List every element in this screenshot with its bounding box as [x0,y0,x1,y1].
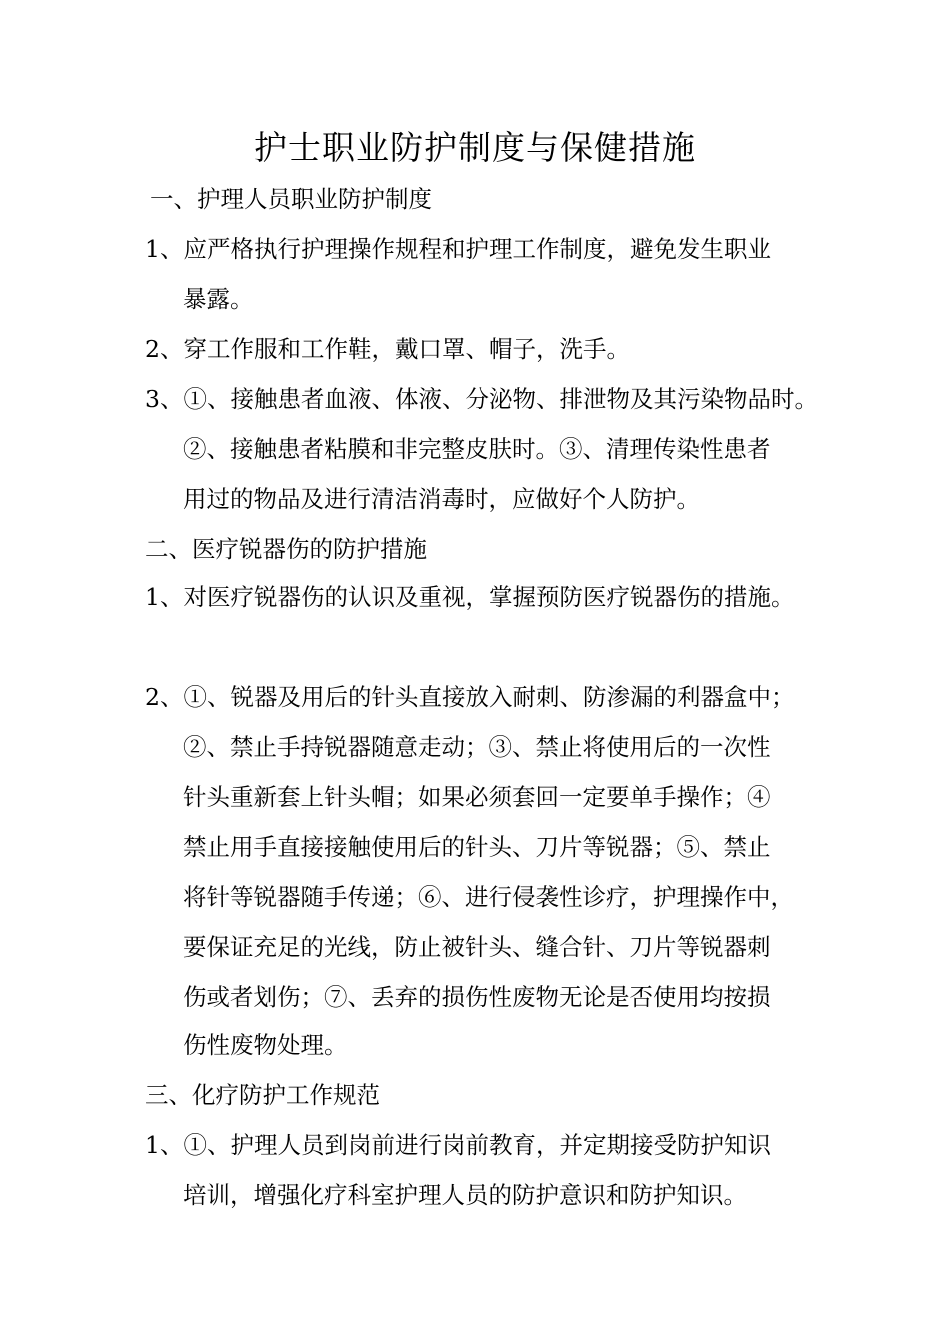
document-title: 护士职业防护制度与保健措施 [254,128,696,167]
paragraph-line: ②、禁止手持锐器随意走动；③、禁止将使用后的一次性 [183,733,771,761]
paragraph-line: 伤或者划伤；⑦、丢弃的损伤性废物无论是否使用均按损 [183,983,771,1011]
paragraph-line: 将针等锐器随手传递；⑥、进行侵袭性诊疗，护理操作中， [183,883,794,911]
paragraph-line: 2、穿工作服和工作鞋，戴口罩、帽子，洗手。 [145,335,630,363]
paragraph-line: ②、接触患者粘膜和非完整皮肤时。③、清理传染性患者 [183,435,771,463]
paragraph-line: 1、①、护理人员到岗前进行岗前教育，并定期接受防护知识 [145,1131,771,1159]
section-heading-3: 三、化疗防护工作规范 [145,1081,380,1109]
paragraph-line: 培训，增强化疗科室护理人员的防护意识和防护知识。 [183,1181,747,1209]
paragraph-line: 用过的物品及进行清洁消毒时，应做好个人防护。 [183,485,700,513]
paragraph-line: 要保证充足的光线，防止被针头、缝合针、刀片等锐器刺 [183,933,771,961]
paragraph-line: 暴露。 [183,285,254,313]
paragraph-line: 3、①、接触患者血液、体液、分泌物、排泄物及其污染物品时。 [145,385,818,413]
paragraph-line: 2、①、锐器及用后的针头直接放入耐刺、防渗漏的利器盒中； [145,683,795,711]
paragraph-line: 1、应严格执行护理操作规程和护理工作制度，避免发生职业 [145,235,771,263]
paragraph-line: 1、对医疗锐器伤的认识及重视，掌握预防医疗锐器伤的措施。 [145,583,795,611]
section-heading-1: 一、护理人员职业防护制度 [150,185,432,213]
section-heading-2: 二、医疗锐器伤的防护措施 [145,535,427,563]
paragraph-line: 禁止用手直接接触使用后的针头、刀片等锐器；⑤、禁止 [183,833,771,861]
paragraph-line: 针头重新套上针头帽；如果必须套回一定要单手操作；④ [183,783,771,811]
paragraph-line: 伤性废物处理。 [183,1031,348,1059]
